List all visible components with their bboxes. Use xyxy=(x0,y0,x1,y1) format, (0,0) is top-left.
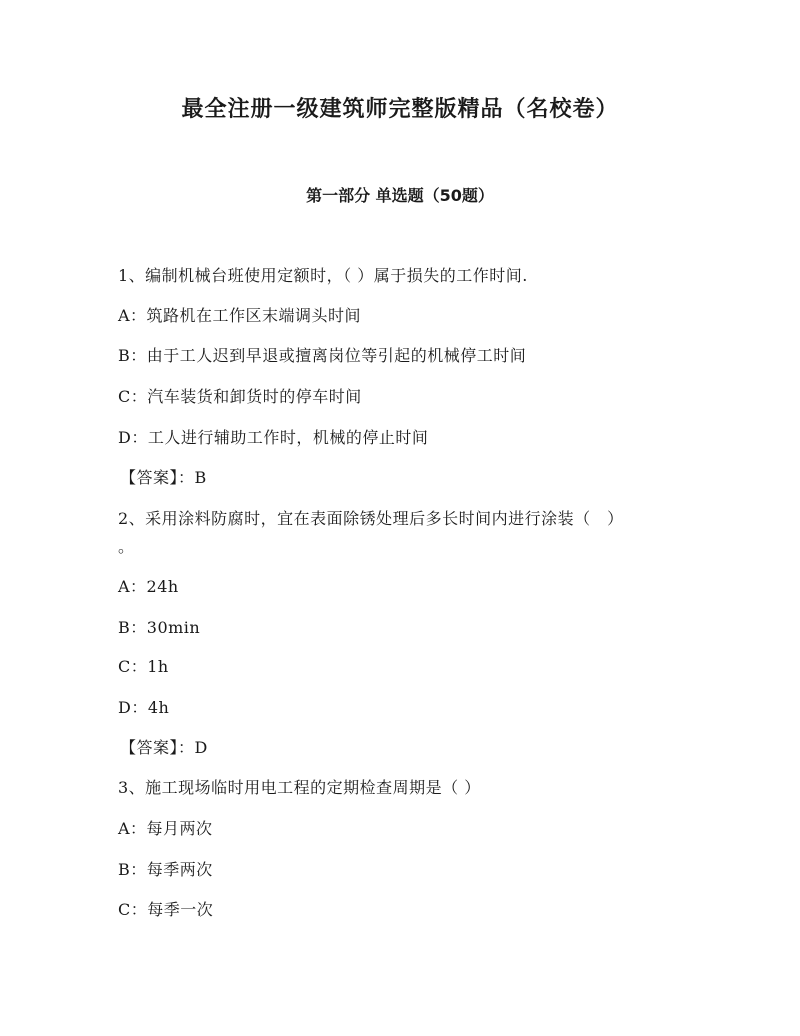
question-2-stem-continuation: 。 xyxy=(118,537,135,556)
question-1-option-a: A：筑路机在工作区末端调头时间 xyxy=(118,306,362,325)
question-3-option-c: C：每季一次 xyxy=(118,900,214,919)
question-2-answer: 【答案】：D xyxy=(120,738,208,757)
question-1-option-b: B：由于工人迟到早退或擅离岗位等引起的机械停工时间 xyxy=(118,346,527,365)
question-1-answer: 【答案】：B xyxy=(120,468,207,487)
question-3-option-a: A：每月两次 xyxy=(118,819,213,838)
document-title: 最全注册一级建筑师完整版精品（名校卷） xyxy=(181,96,619,122)
question-2-option-a: A：24h xyxy=(118,577,179,596)
question-1-option-d: D：工人进行辅助工作时，机械的停止时间 xyxy=(118,428,429,447)
question-2-option-c: C：1h xyxy=(118,657,169,676)
section-title: 第一部分 单选题（50题） xyxy=(306,186,494,205)
question-1-option-c: C：汽车装货和卸货时的停车时间 xyxy=(118,387,362,406)
question-3-option-b: B：每季两次 xyxy=(118,860,213,879)
question-2-option-d: D：4h xyxy=(118,698,170,717)
question-2-option-b: B：30min xyxy=(118,618,201,637)
question-2-stem: 2、采用涂料防腐时，宜在表面除锈处理后多长时间内进行涂装（ ） xyxy=(118,509,624,528)
question-1-stem: 1、编制机械台班使用定额时，（ ）属于损失的工作时间. xyxy=(118,266,528,285)
question-3-stem: 3、施工现场临时用电工程的定期检查周期是（ ） xyxy=(118,778,481,797)
